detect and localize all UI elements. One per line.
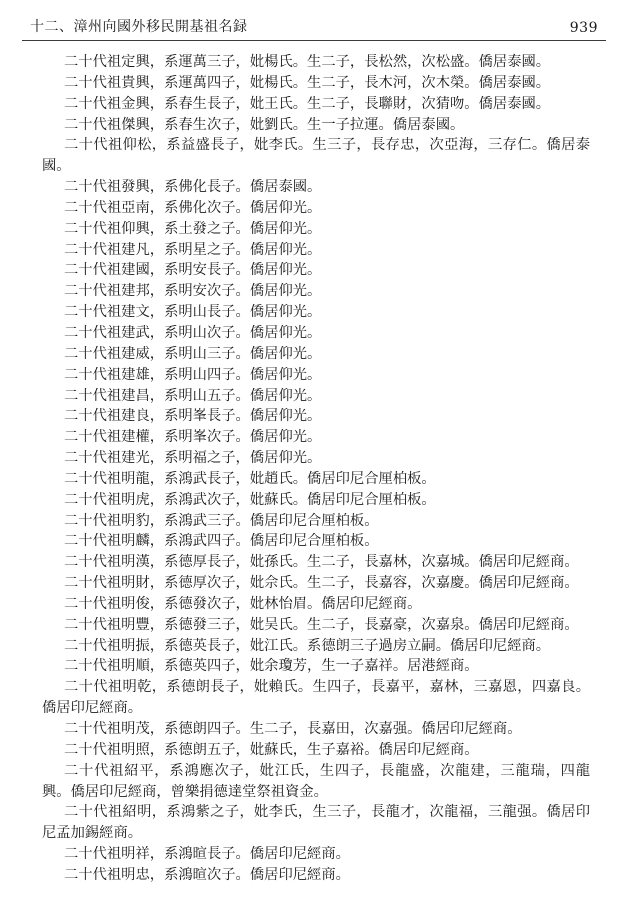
genealogy-entry: 二十代祖紹明，系鴻紫之子，妣李氏，生三子，長龍才，次龍福，三龍强。僑居印尼孟加錫經商。 xyxy=(42,804,590,842)
genealogy-entry: 二十代祖建武，系明山次子。僑居仰光。 xyxy=(64,324,322,341)
genealogy-entry: 二十代祖明豐，系德發三子，妣吴氏。生二子，長嘉豪，次嘉泉。僑居印尼經商。 xyxy=(64,616,579,633)
genealogy-entry: 二十代祖仰松，系益盛長子，妣李氏。生三子，長存忠，次亞海，三存仁。僑居泰國。 xyxy=(42,137,590,175)
genealogy-entry: 二十代祖金興，系春生長子，妣王氏。生二子，長聯財，次猜吻。僑居泰國。 xyxy=(64,95,551,112)
header-title: 十二、漳州向國外移民開基祖名録 xyxy=(30,19,248,35)
genealogy-entry: 二十代祖建權，系明峯次子。僑居仰光。 xyxy=(64,429,322,446)
genealogy-entry: 二十代祖仰興，系土發之子。僑居仰光。 xyxy=(64,220,322,237)
genealogy-entry: 二十代祖明祥，系鴻暄長子。僑居印尼經商。 xyxy=(64,846,350,863)
genealogy-entry: 二十代祖建凡，系明星之子。僑居仰光。 xyxy=(64,241,322,258)
genealogy-entry: 二十代祖明照，系德朗五子，妣蘇氏，生子嘉裕。僑居印尼經商。 xyxy=(64,741,479,758)
genealogy-entry: 二十代祖建雄，系明山四子。僑居仰光。 xyxy=(64,366,322,383)
genealogy-entry: 二十代祖明麟，系鴻武四子。僑居印尼合厘柏板。 xyxy=(64,533,379,550)
genealogy-entry: 二十代祖明順，系德英四子，妣余瓊芳，生一子嘉祥。居港經商。 xyxy=(64,658,479,675)
genealogy-entry: 二十代祖建良，系明峯長子。僑居仰光。 xyxy=(64,408,322,425)
genealogy-entry: 二十代祖貴興，系運萬四子，妣楊氏。生二子，長木河，次木榮。僑居泰國。 xyxy=(64,74,551,91)
genealogy-entry: 二十代祖明財，系德厚次子，妣佘氏。生二子，長嘉容，次嘉慶。僑居印尼經商。 xyxy=(64,575,579,592)
genealogy-entry: 二十代祖明漢，系德厚長子，妣孫氏。生二子，長嘉林，次嘉城。僑居印尼經商。 xyxy=(64,554,579,571)
page-number: 939 xyxy=(569,20,598,36)
genealogy-entry: 二十代祖建威，系明山三子。僑居仰光。 xyxy=(64,345,322,362)
genealogy-entry: 二十代祖建光，系明福之子，僑居仰光。 xyxy=(64,450,322,467)
genealogy-entry: 二十代祖定興，系運萬三子，妣楊氏。生二子，長松然，次松盛。僑居泰國。 xyxy=(64,54,551,70)
genealogy-entry: 二十代祖明乾，系德朗長子，妣賴氏。生四子，長嘉平，嘉林，三嘉恩，四嘉良。僑居印尼經商。 xyxy=(42,679,590,717)
genealogy-entry: 二十代祖傑興，系春生次子，妣劉氏。生一子拉運。僑居泰國。 xyxy=(64,116,465,133)
genealogy-entry: 二十代祖明茂，系德朗四子。生二子，長嘉田，次嘉强。僑居印尼經商。 xyxy=(64,721,522,737)
genealogy-entry: 二十代祖明豹，系鴻武三子。僑居印尼合厘柏板。 xyxy=(64,512,379,529)
genealogy-entry: 二十代祖明虎，系鴻武次子，妣蘇氏。僑居印尼合厘柏板。 xyxy=(64,491,436,508)
running-header xyxy=(30,14,598,36)
genealogy-list xyxy=(42,52,590,886)
genealogy-entry: 二十代祖亞南，系佛化次子。僑居仰光。 xyxy=(64,199,322,216)
genealogy-entry: 二十代祖建邦，系明安次子。僑居仰光。 xyxy=(64,283,322,300)
genealogy-entry: 二十代祖建國，系明安長子。僑居仰光。 xyxy=(64,262,322,279)
genealogy-entry: 二十代祖明忠，系鴻暄次子。僑居印尼經商。 xyxy=(64,866,350,883)
genealogy-entry: 二十代祖發興，系佛化長子。僑居泰國。 xyxy=(64,179,322,196)
genealogy-entry: 二十代祖建文，系明山長子。僑居仰光。 xyxy=(64,304,322,321)
header-divider xyxy=(22,40,606,41)
genealogy-entry: 二十代祖建昌，系明山五子。僑居仰光。 xyxy=(64,387,322,404)
genealogy-entry: 二十代祖明俊，系德發次子，妣林怡眉。僑居印尼經商。 xyxy=(64,595,422,612)
genealogy-entry: 二十代祖明振，系德英長子，妣江氏。系德朗三子過房立嗣。僑居印尼經商。 xyxy=(64,637,551,654)
genealogy-entry: 二十代祖紹平，系鴻應次子，妣江氏，生四子，長龍盛，次龍建，三龍瑞，四龍興。僑居印尼經商，曾樂捐德達堂祭祖資金。 xyxy=(42,762,590,800)
genealogy-entry: 二十代祖明龍，系鴻武長子，妣趙氏。僑居印尼合厘柏板。 xyxy=(64,470,436,487)
